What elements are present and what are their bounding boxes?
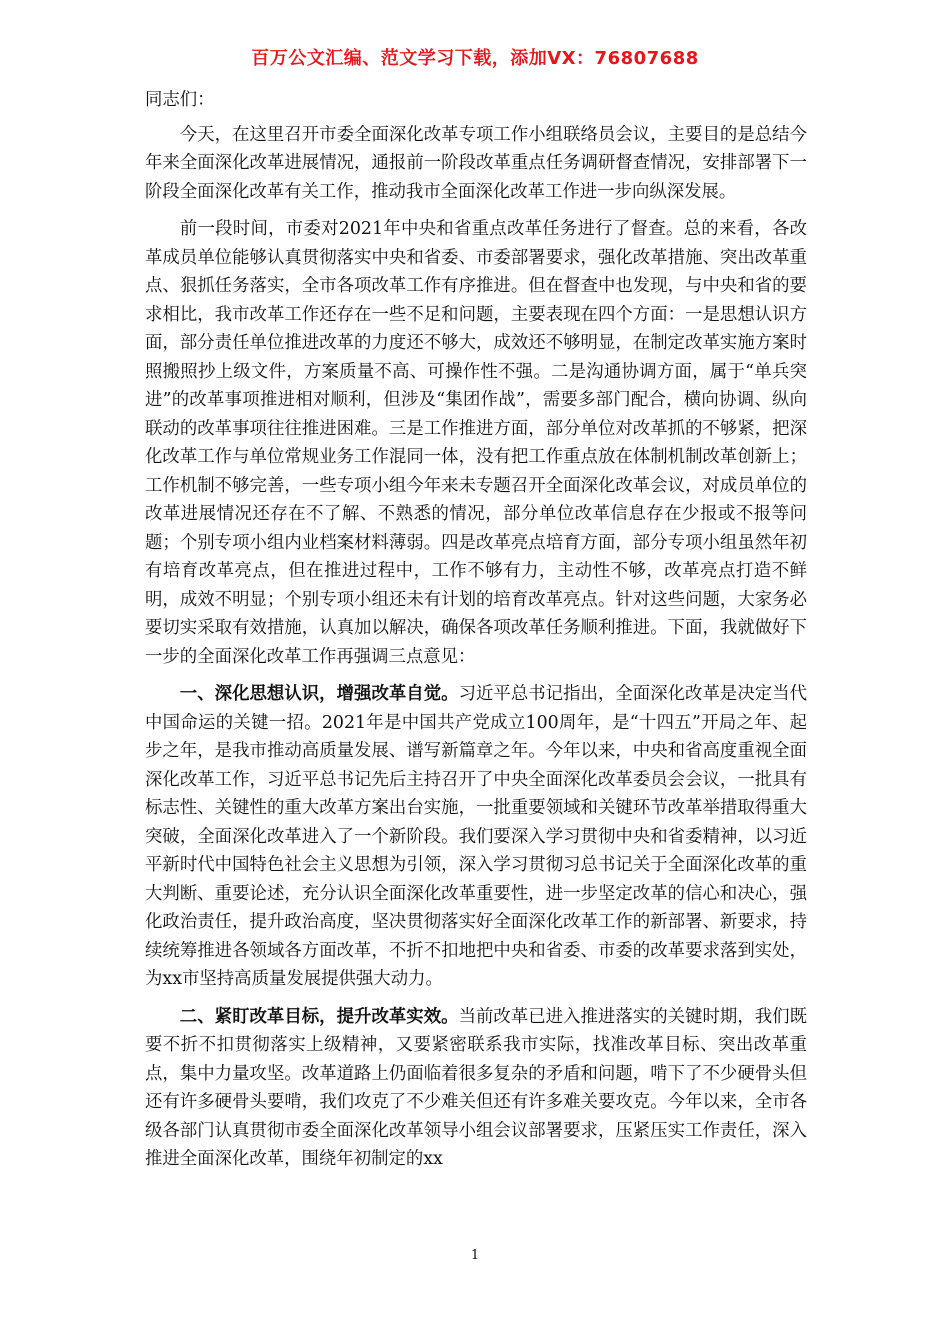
paragraph-intro bbox=[145, 121, 807, 207]
watermark-banner bbox=[0, 44, 950, 70]
paragraph-inspection bbox=[145, 215, 807, 671]
document-body bbox=[145, 86, 807, 1183]
paragraph-point-two bbox=[145, 1003, 807, 1174]
paragraph-text: 前一段时间，市委对2021年中央和省重点改革任务进行了督查。总的来看，各改革成员单位能够认真贯彻落实中央和省委、市委部署要求，强化改革措施、突出改革重点、狠抓任务落实，全市各项改革工作有序推进。但在督查中也发现，与中央和省的要求相比，我市改革工作还存在一些不足和问题，主要表现在四个方面：一是思想认识方面，部分责任单位推进改革的力度还不够大，成效还不够明显，在制定改革实施方案时照搬照抄上级文件，方案质量不高、可操作性不强。二是沟通协调方面，属于“单兵突进”的改革事项推进相对顺利，但涉及“集团作战”，需要多部门配合，横向协调、纵向联动的改革事项往往推进困难。三是工作推进方面，部分单位对改革抓的不够紧，把深化改革工作与单位常规业务工作混同一体，没有把工作重点放在体制机制改革创新上；工作机制不够完善，一些专项小组今年来未专题召开全面深化改革会议，对成员单位的改革进展情况还存在不了解、不熟悉的情况，部分单位改革信息存在少报或不报等问题；个别专项小组内业档案材料薄弱。四是改革亮点培育方面，部分专项小组虽然年初有培育改革亮点，但在推进过程中，工作不够有力，主动性不够，改革亮点打造不鲜明，成效不明显；个别专项小组还未有计划的培育改革亮点。针对这些问题，大家务必要切实采取有效措施，认真加以解决，确保各项改革任务顺利推进。下面，我就做好下一步的全面深化改革工作再强调三点意见： bbox=[145, 219, 807, 667]
section-heading: 一、深化思想认识，增强改革自觉。 bbox=[179, 684, 459, 704]
paragraph-point-one bbox=[145, 680, 807, 994]
salutation: 同志们： bbox=[145, 90, 215, 110]
paragraph-text: 习近平总书记指出，全面深化改革是决定当代中国命运的关键一招。2021年是中国共产党成立100周年，是“十四五”开局之年、起步之年，是我市推动高质量发展、谱写新篇章之年。今年以来，中央和省高度重视全面深化改革工作，习近平总书记先后主持召开了中央全面深化改革委员会会议，一批具有标志性、关键性的重大改革方案出台实施，一批重要领域和关键环节改革举措取得重大突破，全面深化改革进入了一个新阶段。我们要深入学习贯彻中央和省委精神，以习近平新时代中国特色社会主义思想为引领，深入学习贯彻习总书记关于全面深化改革的重大判断、重要论述，充分认识全面深化改革重要性，进一步坚定改革的信心和决心，强化政治责任，提升政治高度，坚决贯彻落实好全面深化改革工作的新部署、新要求，持续统筹推进各领域各方面改革，不折不扣地把中央和省委、市委的改革要求落到实处，为xx市坚持高质量发展提供强大动力。 bbox=[145, 684, 807, 989]
section-heading: 二、紧盯改革目标，提升改革实效。 bbox=[179, 1006, 459, 1027]
page-number: 1 bbox=[470, 1248, 480, 1263]
banner-text: 百万公文汇编、范文学习下载，添加VX：76807688 bbox=[251, 48, 699, 69]
paragraph-text: 当前改革已进入推进落实的关键时期，我们既要不折不扣贯彻落实上级精神，又要紧密联系我市实际，找准改革目标、突出改革重点，集中力量攻坚。改革道路上仍面临着很多复杂的矛盾和问题，啃下了不少硬骨头但还有许多硬骨头要啃，我们攻克了不少难关但还有许多难关要攻克。今年以来，全市各级各部门认真贯彻市委全面深化改革领导小组会议部署要求，压紧压实工作责任，深入推进全面深化改革，围绕年初制定的xx bbox=[145, 1006, 807, 1169]
paragraph-text: 今天，在这里召开市委全面深化改革专项工作小组联络员会议，主要目的是总结今年来全面深化改革进展情况，通报前一阶段改革重点任务调研督查情况，安排部署下一阶段全面深化改革有关工作，推动我市全面深化改革工作进一步向纵深发展。 bbox=[145, 124, 807, 202]
